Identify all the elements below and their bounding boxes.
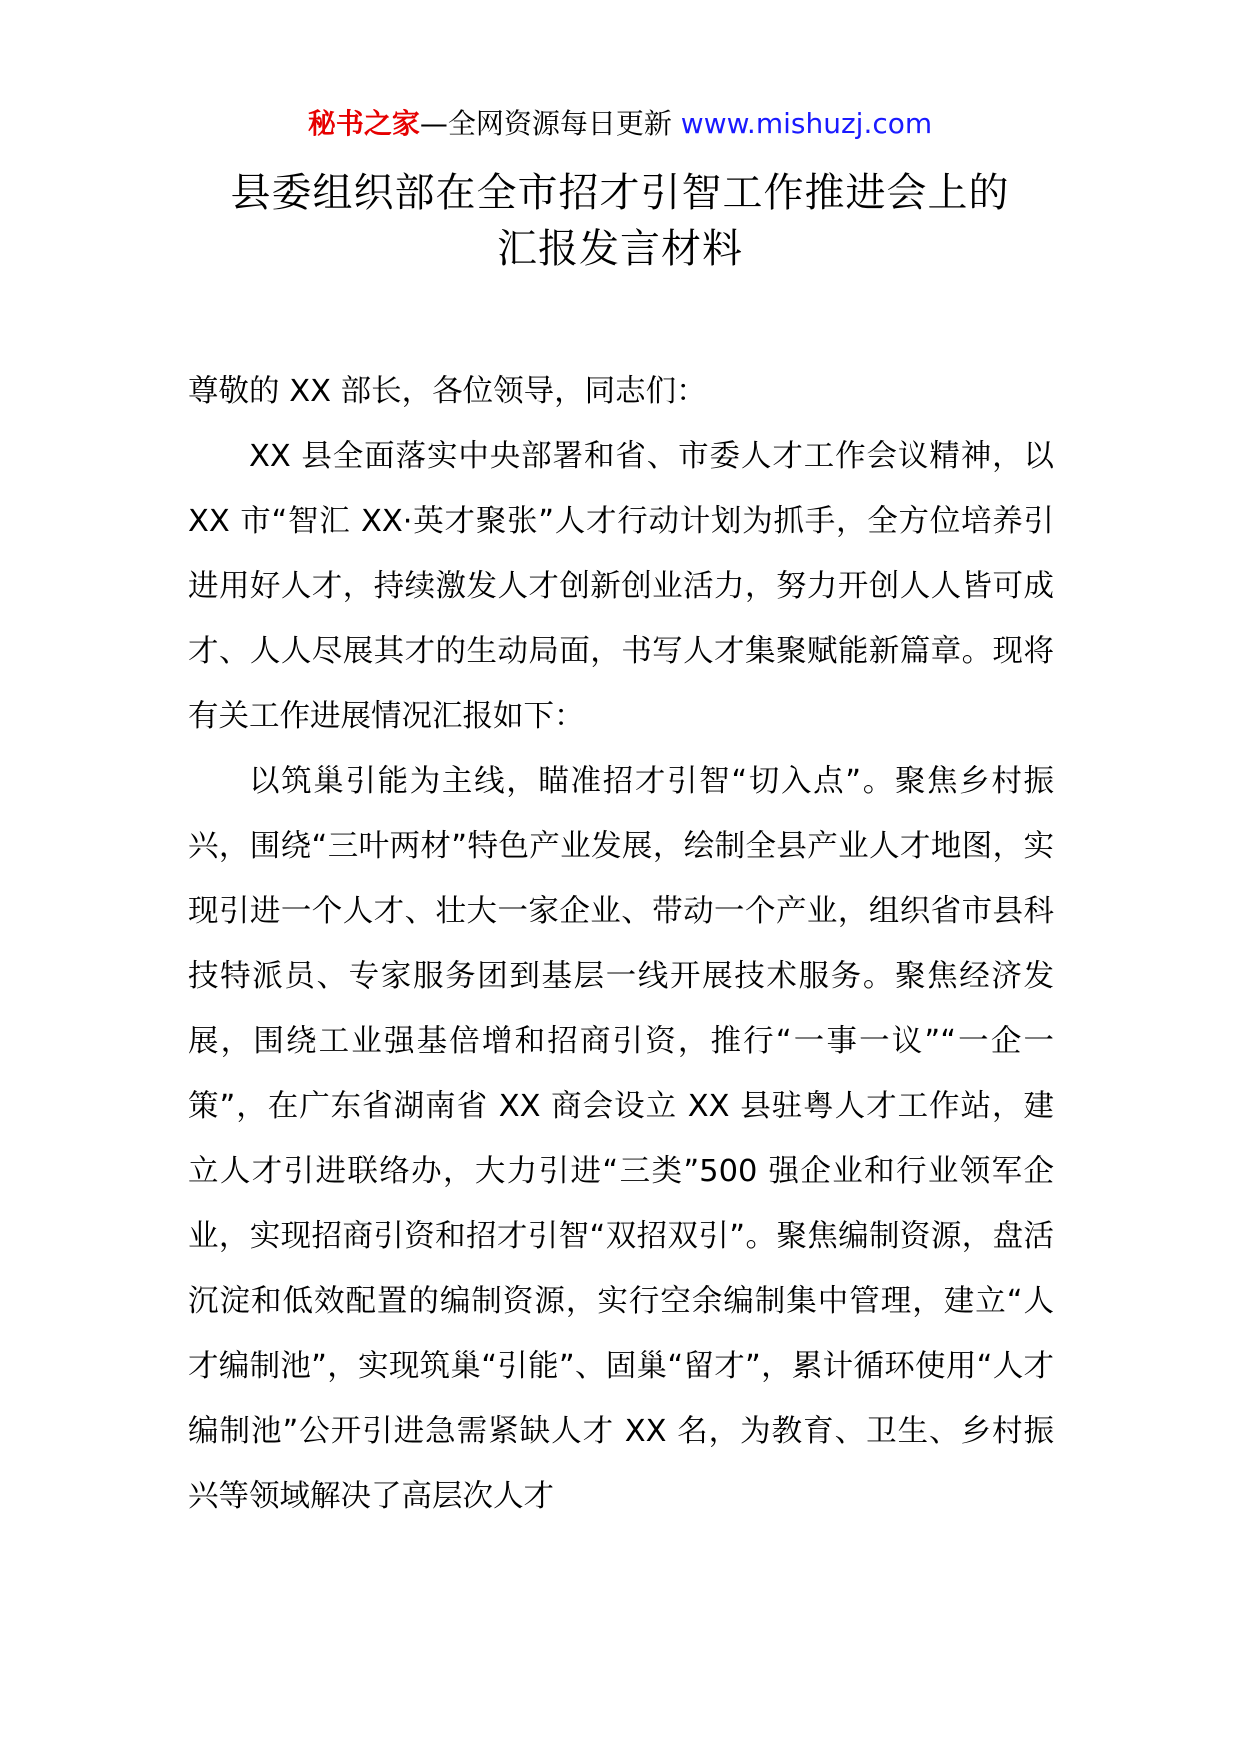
paragraph-intro: XX 县全面落实中央部署和省、市委人才工作会议精神，以 XX 市“智汇 XX·英才聚张”人才行动计划为抓手，全方位培养引进用好人才，持续激发人才创新创业活力，努力开创人人皆可成才、人人尽展其才的生动局面，书写人才集聚赋能新篇章。现将有关工作进展情况汇报如下： [188, 439, 1054, 734]
banner-url-link[interactable]: www.mishuzj.com [680, 107, 933, 140]
banner-brand: 秘书之家 [307, 107, 420, 140]
site-banner [0, 104, 1240, 144]
paragraph-section-1: 以筑巢引能为主线，瞄准招才引智“切入点”。聚焦乡村振兴，围绕“三叶两材”特色产业发展，绘制全县产业人才地图，实现引进一个人才、壮大一家企业、带动一个产业，组织省市县科技特派员、专家服务团到基层一线开展技术服务。聚焦经济发展，围绕工业强基倍增和招商引资，推行“一事一议”“一企一策”，在广东省湖南省 XX 商会设立 XX 县驻粤人才工作站，建立人才引进联络办，大力引进“三类”500 强企业和行业领军企业，实现招商引资和招才引智“双招双引”。聚焦编制资源，盘活沉淀和低效配置的编制资源，实行空余编制集中管理，建立“人才编制池”，实现筑巢“引能”、固巢“留才”，累计循环使用“人才编制池”公开引进急需紧缺人才 XX 名，为教育、卫生、乡村振兴等领域解决了高层次人才 [188, 764, 1054, 1514]
document-title [0, 165, 1240, 277]
title-line-1: 县委组织部在全市招才引智工作推进会上的 [230, 170, 1010, 216]
salutation: 尊敬的 XX 部长，各位领导，同志们： [188, 374, 707, 409]
title-line-2: 汇报发言材料 [497, 226, 743, 272]
banner-slogan: —全网资源每日更新 [419, 107, 672, 140]
document-body [188, 359, 1054, 1529]
